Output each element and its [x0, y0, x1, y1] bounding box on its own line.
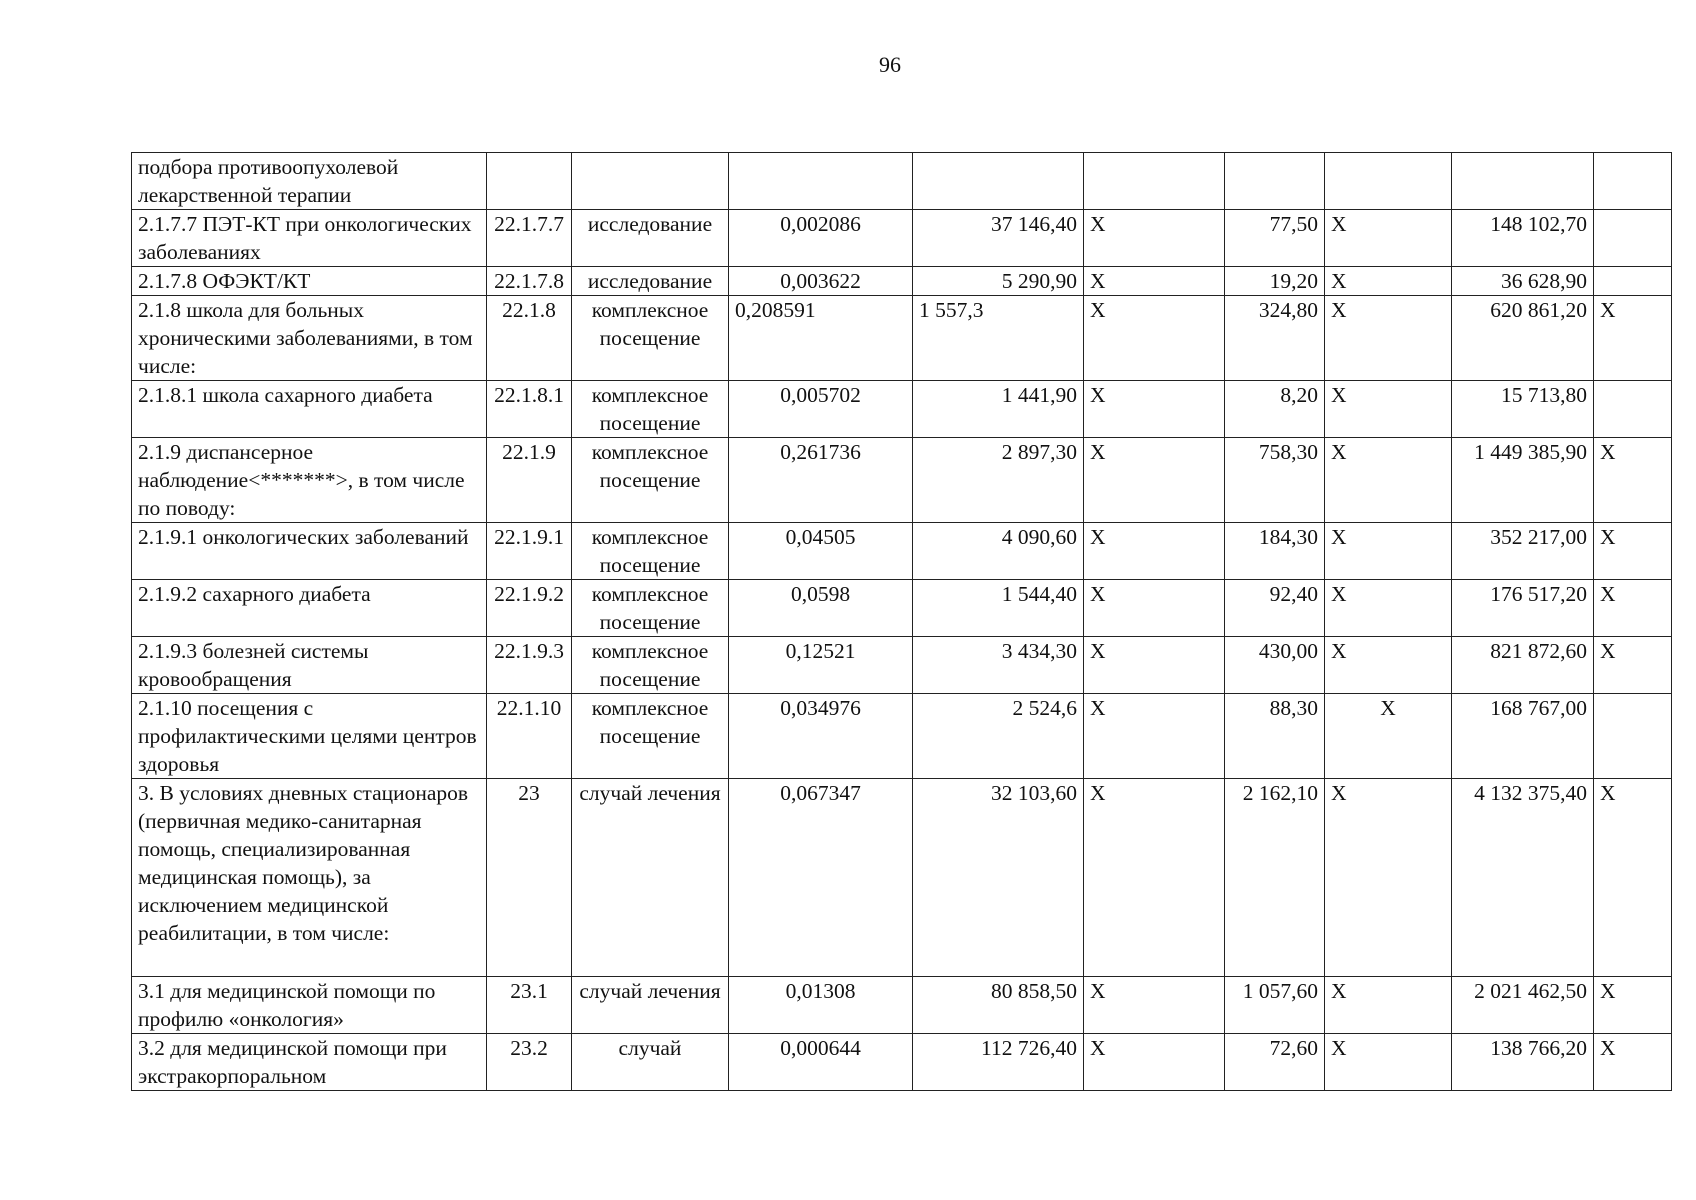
- cell-code: 22.1.8.1: [487, 381, 572, 438]
- cell-unit: случай лечения: [572, 779, 729, 977]
- cell-cost: 112 726,40: [913, 1034, 1084, 1091]
- cell-unit: случай лечения: [572, 977, 729, 1034]
- table-row: [132, 1034, 1672, 1091]
- cell-sum: 2 162,10: [1225, 779, 1325, 977]
- cell-x1: Х: [1084, 210, 1225, 267]
- cell-cost: [913, 153, 1084, 210]
- cell-name: 2.1.10 посещения с профилактическими целями центров здоровья: [132, 694, 487, 779]
- cell-x1: Х: [1084, 580, 1225, 637]
- cell-x3: Х: [1594, 296, 1672, 381]
- cell-code: 22.1.9.3: [487, 637, 572, 694]
- cell-x3: [1594, 694, 1672, 779]
- cell-x3: Х: [1594, 977, 1672, 1034]
- cell-code: 22.1.9.2: [487, 580, 572, 637]
- cell-norm: 0,208591: [729, 296, 913, 381]
- table-row: [132, 523, 1672, 580]
- cell-x3: Х: [1594, 580, 1672, 637]
- cell-norm: 0,003622: [729, 267, 913, 296]
- cell-sum: 758,30: [1225, 438, 1325, 523]
- table-row: [132, 694, 1672, 779]
- cell-x2: Х: [1325, 694, 1452, 779]
- cell-total: 36 628,90: [1452, 267, 1594, 296]
- cell-code: [487, 153, 572, 210]
- cell-norm: 0,261736: [729, 438, 913, 523]
- cell-x2: Х: [1325, 438, 1452, 523]
- table-row: [132, 779, 1672, 977]
- cell-x1: Х: [1084, 694, 1225, 779]
- cell-sum: 324,80: [1225, 296, 1325, 381]
- cell-x1: Х: [1084, 779, 1225, 977]
- cell-sum: 8,20: [1225, 381, 1325, 438]
- cell-x2: Х: [1325, 296, 1452, 381]
- cell-cost: 3 434,30: [913, 637, 1084, 694]
- cell-code: 22.1.7.7: [487, 210, 572, 267]
- cell-x3: Х: [1594, 523, 1672, 580]
- cell-x1: Х: [1084, 296, 1225, 381]
- cell-total: 821 872,60: [1452, 637, 1594, 694]
- cell-x2: Х: [1325, 580, 1452, 637]
- cell-sum: 92,40: [1225, 580, 1325, 637]
- cell-code: 23.2: [487, 1034, 572, 1091]
- cell-x1: Х: [1084, 267, 1225, 296]
- cell-unit: исследование: [572, 267, 729, 296]
- cell-code: 22.1.9: [487, 438, 572, 523]
- cell-x1: Х: [1084, 637, 1225, 694]
- cell-norm: 0,01308: [729, 977, 913, 1034]
- cell-unit: [572, 153, 729, 210]
- cell-cost: 2 524,6: [913, 694, 1084, 779]
- table-row: [132, 153, 1672, 210]
- cell-total: 176 517,20: [1452, 580, 1594, 637]
- table-row: [132, 977, 1672, 1034]
- cell-sum: 77,50: [1225, 210, 1325, 267]
- cell-code: 23: [487, 779, 572, 977]
- cell-sum: 430,00: [1225, 637, 1325, 694]
- cell-total: 148 102,70: [1452, 210, 1594, 267]
- cell-total: 620 861,20: [1452, 296, 1594, 381]
- cell-unit: комплексное посещение: [572, 580, 729, 637]
- cell-code: 22.1.9.1: [487, 523, 572, 580]
- cell-name: 2.1.9 диспансерное наблюдение<*******>, в том числе по поводу:: [132, 438, 487, 523]
- cell-name: 2.1.8.1 школа сахарного диабета: [132, 381, 487, 438]
- cell-norm: 0,067347: [729, 779, 913, 977]
- cell-code: 22.1.10: [487, 694, 572, 779]
- cell-sum: 19,20: [1225, 267, 1325, 296]
- cell-x3: Х: [1594, 779, 1672, 977]
- cell-norm: 0,0598: [729, 580, 913, 637]
- cell-x2: Х: [1325, 1034, 1452, 1091]
- cell-x2: Х: [1325, 267, 1452, 296]
- cell-x3: Х: [1594, 438, 1672, 523]
- cell-total: 4 132 375,40: [1452, 779, 1594, 977]
- cell-name: подбора противоопухолевой лекарственной терапии: [132, 153, 487, 210]
- cell-total: 352 217,00: [1452, 523, 1594, 580]
- cell-x1: [1084, 153, 1225, 210]
- cell-x3: Х: [1594, 1034, 1672, 1091]
- cell-sum: 1 057,60: [1225, 977, 1325, 1034]
- cell-unit: комплексное посещение: [572, 523, 729, 580]
- cell-total: 138 766,20: [1452, 1034, 1594, 1091]
- cell-x2: Х: [1325, 523, 1452, 580]
- cell-x2: [1325, 153, 1452, 210]
- table-row: [132, 637, 1672, 694]
- cell-cost: 4 090,60: [913, 523, 1084, 580]
- cell-x1: Х: [1084, 438, 1225, 523]
- cell-cost: 1 544,40: [913, 580, 1084, 637]
- cell-unit: случай: [572, 1034, 729, 1091]
- cell-x3: [1594, 153, 1672, 210]
- table-body: [132, 153, 1672, 1091]
- cell-x1: Х: [1084, 977, 1225, 1034]
- table-row: [132, 296, 1672, 381]
- cell-unit: комплексное посещение: [572, 438, 729, 523]
- cell-norm: 0,002086: [729, 210, 913, 267]
- page-number: 96: [879, 52, 901, 77]
- cell-name: 2.1.9.3 болезней системы кровообращения: [132, 637, 487, 694]
- data-table: [131, 152, 1672, 1091]
- cell-name: 3. В условиях дневных стационаров (первичная медико-санитарная помощь, специализированная медицинская помощь), за исключением медицинской реабилитации, в том числе:: [132, 779, 487, 977]
- cell-unit: комплексное посещение: [572, 381, 729, 438]
- cell-unit: комплексное посещение: [572, 694, 729, 779]
- cell-unit: комплексное посещение: [572, 296, 729, 381]
- cell-cost: 2 897,30: [913, 438, 1084, 523]
- cell-name: 2.1.8 школа для больных хроническими заболеваниями, в том числе:: [132, 296, 487, 381]
- table-row: [132, 210, 1672, 267]
- cell-cost: 80 858,50: [913, 977, 1084, 1034]
- cell-name: 2.1.7.8 ОФЭКТ/КТ: [132, 267, 487, 296]
- cell-name: 2.1.9.1 онкологических заболеваний: [132, 523, 487, 580]
- cell-unit: исследование: [572, 210, 729, 267]
- cell-x3: [1594, 267, 1672, 296]
- cell-cost: 1 557,3: [913, 296, 1084, 381]
- table-row: [132, 381, 1672, 438]
- cell-name: 3.1 для медицинской помощи по профилю «онкология»: [132, 977, 487, 1034]
- cell-x2: Х: [1325, 779, 1452, 977]
- cell-cost: 32 103,60: [913, 779, 1084, 977]
- cell-norm: 0,005702: [729, 381, 913, 438]
- cell-total: 2 021 462,50: [1452, 977, 1594, 1034]
- cell-x2: Х: [1325, 381, 1452, 438]
- cell-norm: 0,000644: [729, 1034, 913, 1091]
- table-row: [132, 438, 1672, 523]
- cell-cost: 5 290,90: [913, 267, 1084, 296]
- cell-x1: Х: [1084, 1034, 1225, 1091]
- cell-norm: 0,12521: [729, 637, 913, 694]
- cell-total: [1452, 153, 1594, 210]
- cell-total: 15 713,80: [1452, 381, 1594, 438]
- cell-norm: 0,04505: [729, 523, 913, 580]
- cell-norm: 0,034976: [729, 694, 913, 779]
- table-row: [132, 267, 1672, 296]
- cell-x2: Х: [1325, 637, 1452, 694]
- cell-x3: Х: [1594, 637, 1672, 694]
- cell-x3: [1594, 381, 1672, 438]
- cell-total: 1 449 385,90: [1452, 438, 1594, 523]
- table-row: [132, 580, 1672, 637]
- cell-x1: Х: [1084, 523, 1225, 580]
- cell-sum: 184,30: [1225, 523, 1325, 580]
- cell-code: 23.1: [487, 977, 572, 1034]
- cell-x2: Х: [1325, 977, 1452, 1034]
- cell-norm: [729, 153, 913, 210]
- cell-name: 3.2 для медицинской помощи при экстракорпоральном: [132, 1034, 487, 1091]
- cell-name: 2.1.9.2 сахарного диабета: [132, 580, 487, 637]
- cell-sum: 72,60: [1225, 1034, 1325, 1091]
- cell-unit: комплексное посещение: [572, 637, 729, 694]
- cell-name: 2.1.7.7 ПЭТ-КТ при онкологических заболеваниях: [132, 210, 487, 267]
- cell-code: 22.1.7.8: [487, 267, 572, 296]
- cell-sum: [1225, 153, 1325, 210]
- cell-sum: 88,30: [1225, 694, 1325, 779]
- cell-total: 168 767,00: [1452, 694, 1594, 779]
- cell-cost: 1 441,90: [913, 381, 1084, 438]
- cell-code: 22.1.8: [487, 296, 572, 381]
- cell-x1: Х: [1084, 381, 1225, 438]
- cell-x3: [1594, 210, 1672, 267]
- cell-x2: Х: [1325, 210, 1452, 267]
- cell-cost: 37 146,40: [913, 210, 1084, 267]
